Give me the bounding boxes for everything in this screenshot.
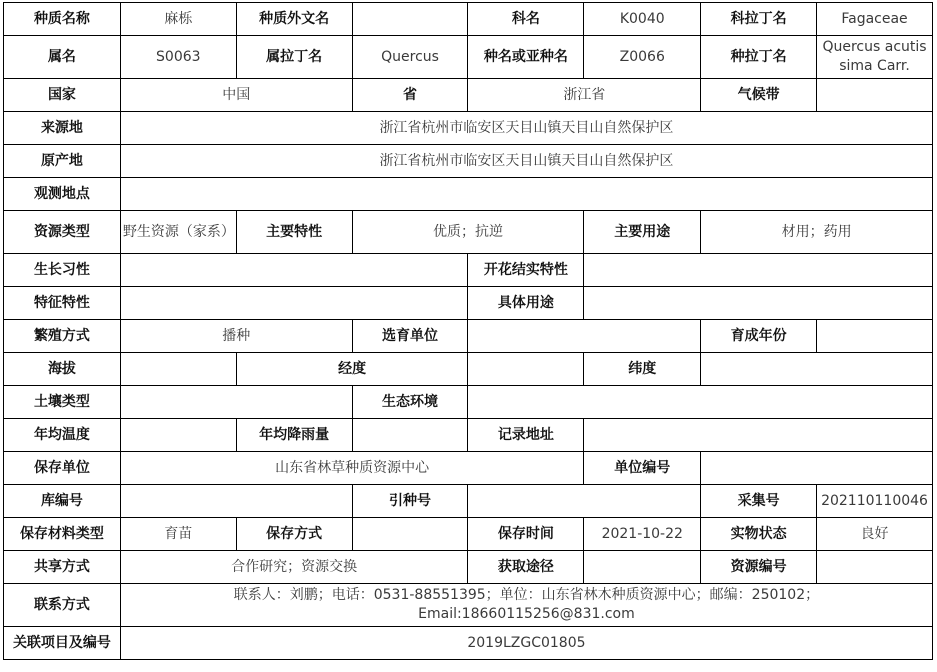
row-germplasm-name [4, 3, 933, 36]
latitude-value [701, 353, 933, 386]
foreign-name-label: 种质外文名 [236, 3, 352, 36]
ecology-label: 生态环境 [352, 386, 468, 419]
acquire-label: 获取途径 [468, 551, 584, 584]
resource-code-value [817, 551, 933, 584]
time-value: 2021-10-22 [584, 518, 701, 551]
temperature-value [120, 419, 236, 452]
project-value: 2019LZGC01805 [120, 627, 932, 660]
contact-line-1: 联系人：刘鹏；电话：0531-88551395；单位：山东省林木种质资源中心；邮编：250102； [233, 587, 820, 603]
main-traits-label: 主要特性 [236, 211, 352, 254]
project-label: 关联项目及编号 [4, 627, 121, 660]
breeding-unit-value [468, 320, 701, 353]
propagation-label: 繁殖方式 [4, 320, 121, 353]
contact-label: 联系方式 [4, 584, 121, 627]
row-sharing [4, 551, 933, 584]
record-address-label: 记录地址 [468, 419, 584, 452]
contact-value [120, 584, 932, 627]
row-material [4, 518, 933, 551]
row-growth-habit [4, 254, 933, 287]
status-value: 良好 [817, 518, 933, 551]
genus-code-value: S0063 [120, 36, 236, 79]
row-altitude [4, 353, 933, 386]
main-use-value: 材用；药用 [701, 211, 933, 254]
species-label: 种名或亚种名 [468, 36, 584, 79]
row-country [4, 79, 933, 112]
breeding-unit-label: 选育单位 [352, 320, 468, 353]
observation-label: 观测地点 [4, 178, 121, 211]
method-value [352, 518, 468, 551]
foreign-name-value [352, 3, 468, 36]
row-observation [4, 178, 933, 211]
row-origin [4, 145, 933, 178]
row-resource-type [4, 211, 933, 254]
germplasm-record-table [0, 2, 935, 666]
row-project [4, 627, 933, 660]
row-unit [4, 452, 933, 485]
flowering-value [584, 254, 933, 287]
genus-latin-label: 属拉丁名 [236, 36, 352, 79]
main-use-label: 主要用途 [584, 211, 701, 254]
province-label: 省 [352, 79, 468, 112]
unit-value: 山东省林草种质资源中心 [120, 452, 583, 485]
family-label: 科名 [468, 3, 584, 36]
row-genus [4, 36, 933, 79]
resource-type-value: 野生资源（家系） [120, 211, 236, 254]
resource-code-label: 资源编号 [701, 551, 817, 584]
intro-value [468, 485, 701, 518]
longitude-label: 经度 [236, 353, 468, 386]
observation-value [120, 178, 932, 211]
temperature-label: 年均温度 [4, 419, 121, 452]
altitude-label: 海拔 [4, 353, 121, 386]
source-value: 浙江省杭州市临安区天目山镇天目山自然保护区 [120, 112, 932, 145]
species-latin-label: 种拉丁名 [701, 36, 817, 79]
family-code-value: K0040 [584, 3, 701, 36]
resource-type-label: 资源类型 [4, 211, 121, 254]
row-contact [4, 584, 933, 627]
row-propagation [4, 320, 933, 353]
rainfall-label: 年均降雨量 [236, 419, 352, 452]
altitude-value [120, 353, 236, 386]
time-label: 保存时间 [468, 518, 584, 551]
germplasm-name-value: 麻栎 [120, 3, 236, 36]
main-traits-value: 优质；抗逆 [352, 211, 584, 254]
family-latin-value: Fagaceae [817, 3, 933, 36]
family-latin-label: 科拉丁名 [701, 3, 817, 36]
rainfall-value [352, 419, 468, 452]
climate-label: 气候带 [701, 79, 817, 112]
specific-use-value [584, 287, 933, 320]
acquire-value [584, 551, 701, 584]
record-table [3, 2, 933, 660]
province-value: 浙江省 [468, 79, 701, 112]
longitude-value [468, 353, 584, 386]
sharing-value: 合作研究；资源交换 [120, 551, 468, 584]
record-address-value [584, 419, 933, 452]
row-temperature [4, 419, 933, 452]
growth-habit-value [120, 254, 468, 287]
genus-latin-value: Quercus [352, 36, 468, 79]
collection-value: 202110110046 [817, 485, 933, 518]
growth-habit-label: 生长习性 [4, 254, 121, 287]
source-label: 来源地 [4, 112, 121, 145]
row-soil [4, 386, 933, 419]
unit-code-value [701, 452, 933, 485]
breeding-year-label: 育成年份 [701, 320, 817, 353]
intro-label: 引种号 [352, 485, 468, 518]
sharing-label: 共享方式 [4, 551, 121, 584]
species-code-value: Z0066 [584, 36, 701, 79]
material-value: 育苗 [120, 518, 236, 551]
flowering-label: 开花结实特性 [468, 254, 584, 287]
feature-value [120, 287, 468, 320]
breeding-year-value [817, 320, 933, 353]
row-source [4, 112, 933, 145]
unit-code-label: 单位编号 [584, 452, 701, 485]
row-feature [4, 287, 933, 320]
unit-label: 保存单位 [4, 452, 121, 485]
ecology-value [468, 386, 933, 419]
country-value: 中国 [120, 79, 352, 112]
species-latin-value: Quercus acutissima Carr. [817, 36, 933, 79]
specific-use-label: 具体用途 [468, 287, 584, 320]
collection-label: 采集号 [701, 485, 817, 518]
feature-label: 特征特性 [4, 287, 121, 320]
germplasm-name-label: 种质名称 [4, 3, 121, 36]
library-value [120, 485, 352, 518]
latitude-label: 纬度 [584, 353, 701, 386]
contact-line-2: Email:18660115256@831.com [418, 606, 635, 622]
origin-label: 原产地 [4, 145, 121, 178]
status-label: 实物状态 [701, 518, 817, 551]
climate-value [817, 79, 933, 112]
library-label: 库编号 [4, 485, 121, 518]
material-label: 保存材料类型 [4, 518, 121, 551]
soil-value [120, 386, 352, 419]
soil-label: 土壤类型 [4, 386, 121, 419]
origin-value: 浙江省杭州市临安区天目山镇天目山自然保护区 [120, 145, 932, 178]
row-library [4, 485, 933, 518]
propagation-value: 播种 [120, 320, 352, 353]
genus-label: 属名 [4, 36, 121, 79]
method-label: 保存方式 [236, 518, 352, 551]
country-label: 国家 [4, 79, 121, 112]
